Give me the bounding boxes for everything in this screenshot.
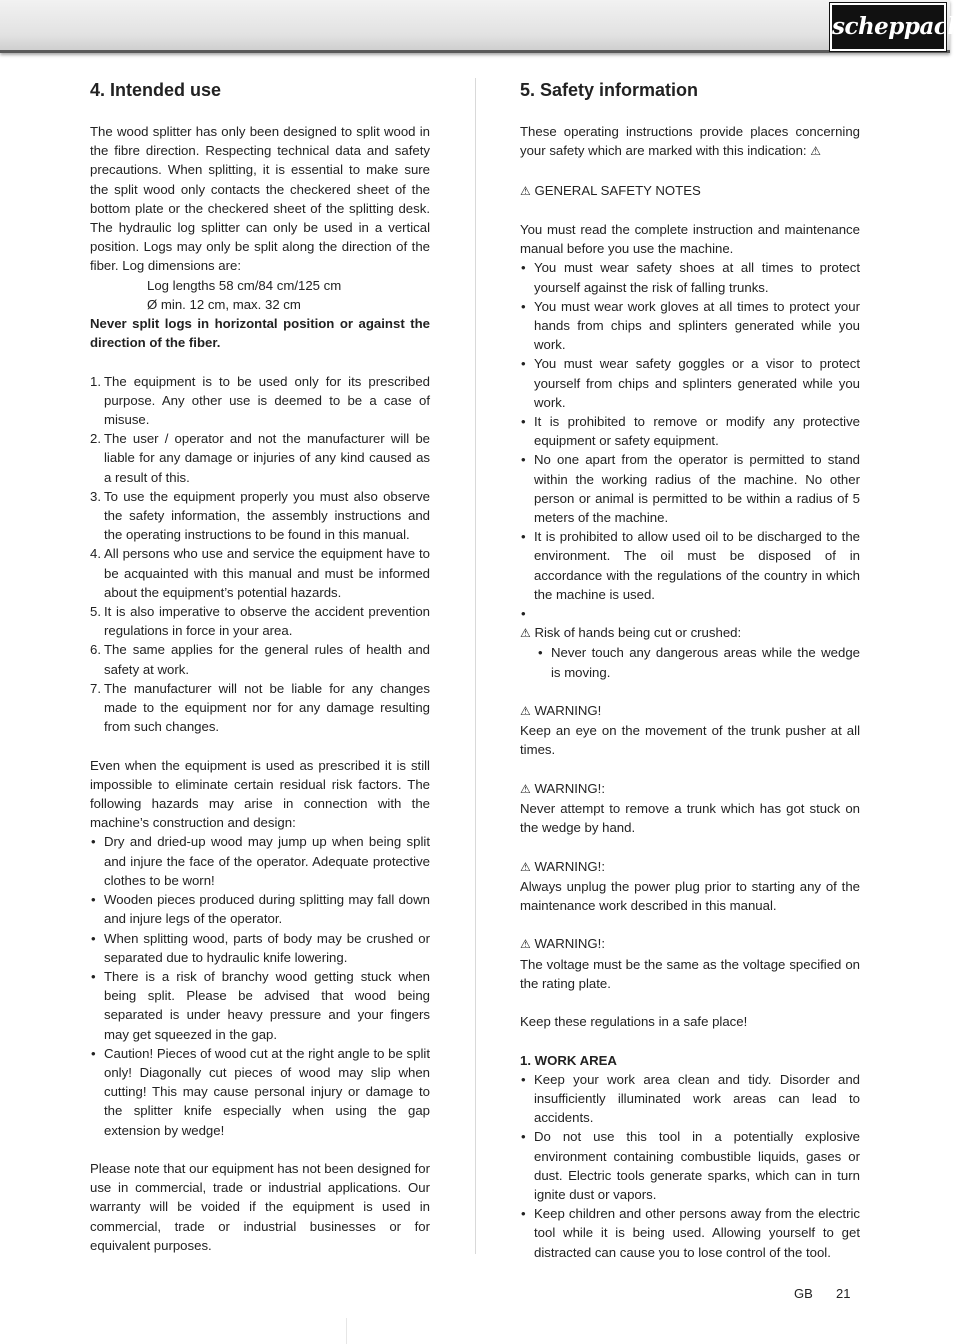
warning-text: Never attempt to remove a trunk which has got stuck on the wedge by hand. [520,801,860,836]
warning-triangle-icon: ⚠ [520,183,531,198]
warning-triangle-icon: ⚠ [520,626,531,641]
list-item: • It is prohibited to remove or modify any protective equipment or safety equipment. [521,414,860,449]
list-item: 3. To use the equipment properly you must also observe the safety information, the assembly instructions and the operating instructions to be found in this manual. [90,488,430,543]
warning-label: ⚠ WARNING!: [520,779,860,799]
work-area-list [520,1070,860,1262]
list-item: • It is prohibited to allow used oil to be discharged to the environment. The oil must be disposed of in accordance with the regulations of the country in which the machine is used. [521,529,860,602]
intended-use-section [90,78,430,1255]
warning-triangle-icon: ⚠ [520,704,531,719]
crop-mark [346,1318,347,1344]
bold-note: Never split logs in horizontal position or against the direction of the fiber. [90,316,430,351]
risk-list [520,643,860,681]
brand-logo: scheppach [830,3,946,51]
intro-paragraph: The wood splitter has only been designed to split wood in the fibre direction. Respecting technical data and safety precautions. When splitting, it is essential to make sure the split wood only contacts the checkered sheet of the bottom plate or the checkered sheet of the splitting desk. The hydraulic log splitter can only be used in a vertical position. Logs may only be split along the direction of the fiber. Log dimensions are: [90,124,430,274]
warning-triangle-icon: ⚠ [520,937,531,952]
warning-text: Always unplug the power plug prior to starting any of the maintenance work described in this manual. [520,878,860,914]
warning-text: Keep an eye on the movement of the trunk pusher at all times. [520,723,860,758]
log-diameter: Ø min. 12 cm, max. 32 cm [147,296,301,312]
list-item: • No one apart from the operator is permitted to stand within the working radius of the machine. No other person or animal is permitted to be within a radius of 5 meters of the machine. [521,452,860,526]
footer-language: GB [794,1286,813,1301]
list-item: • Keep children and other persons away from the electric tool while it is being used. Allowing yourself to get distracted can cause you to lose control of the tool. [521,1206,860,1260]
warning-triangle-icon: ⚠ [520,781,531,796]
header-bar [0,0,964,53]
risk-heading: ⚠ Risk of hands being cut or crushed: [520,623,860,643]
numbered-list [90,372,430,737]
read-manual-paragraph: You must read the complete instruction and maintenance manual before you use the machine. [520,221,860,257]
residual-risk-paragraph: Even when the equipment is used as prescribed it is still impossible to eliminate certain residual risk factors. The following hazards may arise in connection with the machine’s construction and design: [90,757,430,831]
intro-paragraph: These operating instructions provide places concerning your safety which are marked with this indication: ⚠ [520,122,860,161]
warranty-paragraph: Please note that our equipment has not been designed for use in commercial, trade or industrial applications. Our warranty will be voided if the equipment is used in commercial, trade or industrial businesses or for equivalent purposes. [90,1160,430,1253]
list-item: • Wooden pieces produced during splitting may fall down and injure legs of the operator. [91,892,430,927]
list-item: • Caution! Pieces of wood cut at the right angle to be split only! Diagonally cut pieces of wood may slip when cutting! This may cause personal injury or damage to the splitter knife especially when using the gap extension by wedge! [91,1045,430,1138]
warning-triangle-icon: ⚠ [520,859,531,874]
list-item: 1. The equipment is to be used only for its prescribed purpose. Any other use is deemed to be a case of misuse. [90,373,430,428]
page-number: 21 [836,1286,851,1301]
list-item: 2. The user / operator and not the manufacturer will be liable for any damage or injuries of any kind caused as a result of this. [90,431,430,485]
list-item: • Dry and dried-up wood may jump up when being split and injure the face of the operator. Adequate protective clothes to be worn! [91,834,430,888]
general-safety-list [520,258,860,623]
warning-label: ⚠ WARNING!: [520,934,860,954]
list-item: • You must wear safety goggles or a visor to protect yourself from chips and splinters generated while you work. [521,356,860,410]
list-item: 4. All persons who use and service the equipment have to be acquainted with this manual and must be informed about the equipment’s potential hazards. [90,546,430,600]
hazard-list [90,832,430,1139]
section-title: 4. Intended use [90,80,222,100]
list-item: • When splitting wood, parts of body may be crushed or separated due to hydraulic knife lowering. [91,930,430,965]
warning-label: ⚠ WARNING!: [520,857,860,877]
warning-label: ⚠ WARNING! [520,701,860,721]
safety-information-section [520,78,860,1262]
list-item: • There is a risk of branchy wood getting stuck when being split. Please be advised that wood being separated is under heavy pressure and your fingers may get squeezed in the gap. [91,968,430,1042]
general-safety-heading: ⚠ GENERAL SAFETY NOTES [520,181,860,201]
column-divider [475,78,476,1254]
keep-regulations-text: Keep these regulations in a safe place! [520,1014,748,1030]
list-item: • You must wear work gloves at all times to protect your hands from chips and splinters generated while you work. [521,298,860,353]
list-item: 5. It is also imperative to observe the accident prevention regulations in force in your area. [90,604,430,639]
work-area-heading: 1. WORK AREA [520,1052,617,1068]
log-lengths: Log lengths 58 cm/84 cm/125 cm [147,277,342,293]
warning-text: The voltage must be the same as the voltage specified on the rating plate. [520,956,860,991]
list-item: 7. The manufacturer will not be liable for any changes made to the equipment nor for any damage resulting from such changes. [90,680,430,735]
warning-triangle-icon: ⚠ [810,144,822,159]
list-item: • [521,606,526,622]
list-item: • You must wear safety shoes at all times to protect yourself against the risk of falling trunks. [521,260,860,295]
list-item: 6. The same applies for the general rules of health and safety at work. [90,642,430,677]
section-title: 5. Safety information [520,80,699,100]
list-item: • Keep your work area clean and tidy. Disorder and insufficiently illuminated work areas can lead to accidents. [521,1071,860,1126]
list-item: • Do not use this tool in a potentially explosive environment containing combustible liquids, gases or dust. Electric tools generate sparks, which can in turn ignite dust or vapors. [521,1129,860,1203]
list-item: • Never touch any dangerous areas while the wedge is moving. [538,645,860,680]
